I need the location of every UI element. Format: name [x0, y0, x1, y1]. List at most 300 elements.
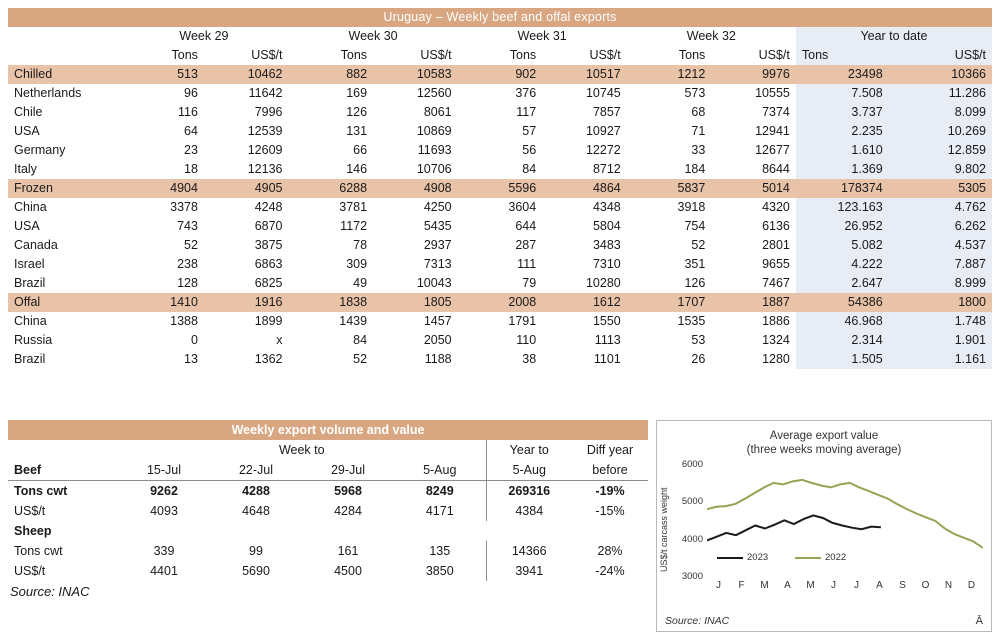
- row-cell: 4348: [592, 200, 621, 214]
- row-cell: 52: [691, 238, 706, 252]
- row-cell: 54386: [796, 293, 889, 312]
- row-cell: 7374: [762, 105, 790, 119]
- row-label: Italy: [14, 162, 37, 176]
- row-cell: 1.161: [889, 350, 992, 369]
- row-cell: 23498: [796, 65, 889, 84]
- ytd-header: Year to date: [796, 27, 992, 46]
- unit-tons-w31: Tons: [509, 48, 537, 62]
- row-cell: 4904: [119, 179, 204, 198]
- row-cell: 49: [353, 276, 368, 290]
- bl-row-label: Tons cwt: [14, 484, 68, 498]
- bl-week-to-label: Week to: [278, 443, 325, 457]
- bl-row-value: 5968: [334, 484, 362, 498]
- row-cell: 68: [691, 105, 706, 119]
- bottom-table-source: Source: INAC: [10, 584, 90, 599]
- row-label: Israel: [14, 257, 45, 271]
- row-cell: 2937: [423, 238, 452, 252]
- row-cell: 743: [177, 219, 198, 233]
- row-cell: 7310: [592, 257, 621, 271]
- bl-row-value: 135: [429, 544, 451, 558]
- bl-row-value: 4648: [242, 504, 270, 518]
- bl-row-ytd: 14366: [486, 541, 572, 561]
- bl-row-diff: -24%: [595, 564, 625, 578]
- row-cell: 8.999: [889, 274, 992, 293]
- row-cell: 3918: [677, 200, 706, 214]
- week-header-30: Week 30: [348, 29, 398, 43]
- row-cell: 902: [458, 65, 543, 84]
- row-cell: 5804: [592, 219, 621, 233]
- row-cell: 8.099: [889, 103, 992, 122]
- chart-area: [657, 457, 993, 597]
- row-cell: 1612: [542, 293, 627, 312]
- row-cell: 1.369: [796, 160, 889, 179]
- row-cell: 9976: [711, 65, 796, 84]
- row-cell: 6825: [254, 276, 283, 290]
- row-cell: 110: [516, 333, 537, 347]
- row-cell: 2.647: [796, 274, 889, 293]
- row-cell: 12609: [247, 143, 283, 157]
- chart-x-tick: A: [784, 580, 791, 591]
- row-cell: 128: [177, 276, 198, 290]
- bl-year-to-label: Year to: [486, 440, 572, 460]
- bl-row-value: 4500: [334, 564, 362, 578]
- bl-data-row: [8, 501, 648, 521]
- row-label: Frozen: [8, 179, 119, 198]
- chart-x-tick: J: [716, 580, 721, 591]
- row-label: Brazil: [14, 352, 46, 366]
- row-cell: 11693: [417, 143, 452, 157]
- row-cell: 754: [684, 219, 706, 233]
- unit-value-w30: US$/t: [420, 48, 452, 62]
- row-cell: 123.163: [796, 198, 889, 217]
- bl-row-label: US$/t: [14, 504, 46, 518]
- bl-row-label: US$/t: [14, 564, 46, 578]
- bl-corner: [8, 440, 118, 460]
- row-cell: 12136: [247, 162, 283, 176]
- row-label: China: [14, 314, 47, 328]
- chart-x-tick: O: [921, 580, 930, 591]
- legend-swatch-2022: [795, 557, 821, 559]
- row-cell: 7.508: [796, 84, 889, 103]
- chart-x-tick: M: [806, 580, 815, 591]
- row-cell: 131: [346, 124, 368, 138]
- row-cell: 5014: [711, 179, 796, 198]
- row-cell: 2801: [762, 238, 790, 252]
- bl-row-ytd: 4384: [486, 501, 572, 521]
- row-cell: 146: [346, 162, 368, 176]
- bl-row-diff: -15%: [595, 504, 625, 518]
- row-cell: 1.505: [796, 350, 889, 369]
- series-line-2023: [707, 515, 881, 540]
- bl-diff-label: Diff year: [586, 443, 634, 457]
- row-cell: 10043: [416, 276, 452, 290]
- unit-value-w31: US$/t: [589, 48, 621, 62]
- row-cell: 18: [184, 162, 198, 176]
- row-cell: 7467: [762, 276, 790, 290]
- row-cell: 84: [522, 162, 537, 176]
- row-label: Chile: [14, 105, 43, 119]
- chart-y-ticks: [673, 459, 705, 582]
- row-label: Canada: [14, 238, 58, 252]
- bl-date-3: 5-Aug: [394, 460, 486, 481]
- bl-subheader-row: [8, 440, 648, 460]
- row-cell: 376: [515, 86, 537, 100]
- row-cell: 126: [684, 276, 706, 290]
- row-cell: 12560: [416, 86, 452, 100]
- row-label: Russia: [14, 333, 53, 347]
- main-table-title: Uruguay – Weekly beef and offal exports: [8, 8, 992, 27]
- row-cell: 13: [184, 352, 198, 366]
- table-row: [8, 217, 992, 236]
- bl-year-to-date: 5-Aug: [486, 460, 572, 481]
- row-cell: 287: [515, 238, 537, 252]
- row-cell: 84: [353, 333, 368, 347]
- row-cell: 178374: [796, 179, 889, 198]
- row-label: China: [14, 200, 47, 214]
- corner-cell: [8, 27, 119, 46]
- row-cell: 26.952: [796, 217, 889, 236]
- bl-row-value: 99: [249, 544, 263, 558]
- row-label: Brazil: [14, 276, 46, 290]
- table-row: [8, 274, 992, 293]
- table-row: [8, 122, 992, 141]
- unit-tons-w29: Tons: [171, 48, 198, 62]
- row-cell: 11.286: [889, 84, 992, 103]
- bl-row-diff: -19%: [595, 484, 625, 498]
- table-row-group: [8, 65, 992, 84]
- row-cell: 1.901: [889, 331, 992, 350]
- row-label: USA: [14, 219, 40, 233]
- row-cell: 1707: [627, 293, 712, 312]
- row-cell: 5305: [889, 179, 992, 198]
- row-cell: 56: [522, 143, 537, 157]
- row-cell: 26: [691, 352, 706, 366]
- row-cell: 3604: [508, 200, 537, 214]
- row-cell: 2.314: [796, 331, 889, 350]
- row-cell: 4.762: [889, 198, 992, 217]
- chart-legend: [717, 553, 947, 567]
- row-cell: 5596: [458, 179, 543, 198]
- chart-x-ticks: [707, 579, 983, 593]
- row-cell: 1838: [289, 293, 374, 312]
- row-cell: 9655: [762, 257, 790, 271]
- row-cell: 7857: [592, 105, 621, 119]
- row-cell: 1791: [508, 314, 537, 328]
- row-cell: 7.887: [889, 255, 992, 274]
- row-cell: 8061: [423, 105, 452, 119]
- row-cell: 5.082: [796, 236, 889, 255]
- row-cell: 1899: [254, 314, 283, 328]
- row-cell: 6863: [254, 257, 283, 271]
- row-cell: 1886: [762, 314, 790, 328]
- row-cell: 1212: [627, 65, 712, 84]
- row-cell: 4908: [373, 179, 458, 198]
- row-cell: 4905: [204, 179, 289, 198]
- bl-row-label: Tons cwt: [14, 544, 63, 558]
- row-cell: 10583: [373, 65, 458, 84]
- row-cell: 5837: [627, 179, 712, 198]
- bl-row-value: 4288: [242, 484, 270, 498]
- row-cell: 1324: [762, 333, 790, 347]
- table-row: [8, 236, 992, 255]
- table-row: [8, 312, 992, 331]
- row-cell: 309: [346, 257, 368, 271]
- bl-row-diff: 28%: [597, 544, 623, 558]
- row-cell: 5435: [423, 219, 452, 233]
- row-cell: 238: [177, 257, 198, 271]
- chart-y-axis-label: US$/t carcass weight: [659, 487, 669, 573]
- row-cell: 57: [522, 124, 537, 138]
- row-cell: 0: [190, 333, 198, 347]
- row-cell: x: [276, 333, 283, 347]
- row-cell: 53: [691, 333, 706, 347]
- row-cell: 1113: [594, 333, 621, 347]
- bl-date-1: 22-Jul: [210, 460, 302, 481]
- row-cell: 4248: [254, 200, 283, 214]
- row-cell: 4864: [542, 179, 627, 198]
- chart-subtitle: (three weeks moving average): [746, 444, 902, 456]
- week-header-31: Week 31: [517, 29, 567, 43]
- chart-y-tick: 6000: [681, 459, 703, 470]
- legend-label-2022: 2022: [825, 552, 847, 563]
- row-cell: 33: [691, 143, 706, 157]
- bl-data-row: [8, 481, 648, 502]
- legend-label-2023: 2023: [747, 552, 769, 563]
- row-cell: 6136: [762, 219, 790, 233]
- bl-row-value: 3850: [425, 564, 454, 578]
- chart-x-tick: J: [831, 580, 836, 591]
- row-cell: 1800: [889, 293, 992, 312]
- bl-row-value: 4401: [150, 564, 178, 578]
- unit-value-ytd: US$/t: [889, 46, 992, 65]
- bl-data-row: [8, 561, 648, 581]
- bl-row-value: 4171: [425, 504, 454, 518]
- chart-x-tick: J: [854, 580, 859, 591]
- bl-date-0: 15-Jul: [118, 460, 210, 481]
- row-cell: 78: [353, 238, 368, 252]
- series-line-2022: [707, 480, 983, 548]
- bl-row-value: 9262: [150, 484, 178, 498]
- row-cell: 1916: [204, 293, 289, 312]
- bl-row-value: 161: [337, 544, 359, 558]
- bl-row-ytd: 3941: [486, 561, 572, 581]
- row-cell: 8644: [762, 162, 790, 176]
- row-cell: 12272: [585, 143, 621, 157]
- row-cell: 10517: [542, 65, 627, 84]
- row-cell: 2008: [458, 293, 543, 312]
- row-cell: 1388: [170, 314, 198, 328]
- bl-section-header-row: [8, 521, 648, 541]
- row-cell: 3378: [170, 200, 198, 214]
- export-value-chart-panel: [656, 420, 992, 632]
- row-cell: 111: [517, 257, 537, 271]
- row-cell: 64: [184, 124, 198, 138]
- row-cell: 4.537: [889, 236, 992, 255]
- bl-row-value: 4093: [150, 504, 178, 518]
- chart-y-tick: 3000: [681, 571, 703, 582]
- row-cell: 10745: [585, 86, 621, 100]
- bl-beef-label: Beef: [8, 460, 118, 481]
- row-cell: 1439: [339, 314, 368, 328]
- row-cell: 38: [522, 352, 537, 366]
- bl-row-value: 4284: [334, 504, 362, 518]
- row-cell: 573: [684, 86, 706, 100]
- table-row: [8, 84, 992, 103]
- row-cell: 12.859: [889, 141, 992, 160]
- row-cell: 10927: [585, 124, 621, 138]
- row-cell: 71: [691, 124, 706, 138]
- bl-row-value: 5690: [242, 564, 270, 578]
- row-cell: 3875: [254, 238, 283, 252]
- table-row: [8, 350, 992, 369]
- row-cell: 11642: [248, 86, 283, 100]
- row-cell: 1.748: [889, 312, 992, 331]
- row-cell: 12677: [755, 143, 790, 157]
- table-row-group: [8, 179, 992, 198]
- row-cell: 2.235: [796, 122, 889, 141]
- row-cell: 10462: [204, 65, 289, 84]
- row-cell: 1101: [593, 352, 621, 366]
- unit-value-w32: US$/t: [758, 48, 790, 62]
- bl-title: Weekly export volume and value: [8, 420, 648, 440]
- row-cell: 52: [184, 238, 198, 252]
- row-cell: 1280: [762, 352, 790, 366]
- row-cell: 3483: [592, 238, 621, 252]
- row-cell: 96: [184, 86, 198, 100]
- row-cell: 4250: [423, 200, 452, 214]
- bl-row-value: 339: [153, 544, 175, 558]
- table-row: [8, 103, 992, 122]
- row-cell: 10555: [755, 86, 790, 100]
- row-cell: 10706: [416, 162, 452, 176]
- row-cell: 6.262: [889, 217, 992, 236]
- row-cell: 7996: [254, 105, 283, 119]
- row-cell: 169: [346, 86, 368, 100]
- chart-x-tick: F: [738, 580, 745, 591]
- row-cell: 23: [184, 143, 198, 157]
- week-header-row: [8, 27, 992, 46]
- row-cell: 1550: [592, 314, 621, 328]
- row-cell: 2050: [423, 333, 452, 347]
- row-cell: 1805: [373, 293, 458, 312]
- chart-title: Average export value: [769, 430, 879, 442]
- row-cell: 1172: [340, 219, 368, 233]
- row-cell: 46.968: [796, 312, 889, 331]
- row-cell: 10869: [416, 124, 452, 138]
- unit-tons-w30: Tons: [340, 48, 368, 62]
- bl-title-row: [8, 420, 648, 440]
- row-cell: 9.802: [889, 160, 992, 179]
- week-header-32: Week 32: [686, 29, 736, 43]
- row-cell: 117: [516, 105, 537, 119]
- table-row: [8, 141, 992, 160]
- table-row: [8, 198, 992, 217]
- row-label: Offal: [8, 293, 119, 312]
- week-header-29: Week 29: [179, 29, 229, 43]
- row-cell: 1410: [119, 293, 204, 312]
- row-label: Netherlands: [14, 86, 82, 100]
- table-row: [8, 160, 992, 179]
- row-cell: 6288: [289, 179, 374, 198]
- row-cell: 4.222: [796, 255, 889, 274]
- bl-section-name: Sheep: [14, 524, 52, 538]
- row-cell: 79: [522, 276, 537, 290]
- unit-corner-cell: [8, 46, 119, 65]
- row-cell: 1188: [424, 352, 452, 366]
- row-cell: 10280: [585, 276, 621, 290]
- row-cell: 184: [684, 162, 706, 176]
- row-cell: 882: [289, 65, 374, 84]
- row-cell: 513: [119, 65, 204, 84]
- row-cell: 10.269: [889, 122, 992, 141]
- row-cell: 1535: [677, 314, 706, 328]
- row-cell: 644: [515, 219, 537, 233]
- row-cell: 8712: [592, 162, 621, 176]
- row-cell: 52: [353, 352, 368, 366]
- table-row: [8, 255, 992, 274]
- row-label: USA: [14, 124, 40, 138]
- unit-header-row: [8, 46, 992, 65]
- row-label: Chilled: [8, 65, 119, 84]
- bl-dates-row: [8, 460, 648, 481]
- chart-x-tick: A: [876, 580, 883, 591]
- row-cell: 3781: [339, 200, 368, 214]
- weekly-exports-table: [8, 8, 992, 369]
- row-cell: 1.610: [796, 141, 889, 160]
- chart-y-tick: 5000: [681, 496, 703, 508]
- weekly-exports-table-wrapper: [8, 8, 992, 369]
- bl-data-row: [8, 541, 648, 561]
- row-cell: 1887: [711, 293, 796, 312]
- bl-date-2: 29-Jul: [302, 460, 394, 481]
- table-row: [8, 331, 992, 350]
- row-cell: 1457: [423, 314, 452, 328]
- row-cell: 66: [353, 143, 368, 157]
- row-cell: 1362: [254, 352, 283, 366]
- legend-swatch-2023: [717, 557, 743, 559]
- row-cell: 4320: [762, 200, 790, 214]
- chart-x-tick: S: [899, 580, 906, 591]
- bl-row-ytd: 269316: [486, 481, 572, 502]
- row-cell: 12539: [247, 124, 283, 138]
- bl-row-value: 8249: [425, 484, 454, 498]
- row-cell: 6870: [254, 219, 283, 233]
- chart-x-tick: M: [760, 580, 769, 591]
- chart-x-tick: D: [967, 580, 976, 591]
- row-cell: 116: [178, 105, 198, 119]
- bl-diff-before: before: [572, 460, 648, 481]
- weekly-volume-value-table: [8, 420, 648, 581]
- unit-tons-w32: Tons: [678, 48, 706, 62]
- chart-y-tick: 4000: [681, 533, 703, 545]
- unit-tons-ytd: Tons: [796, 46, 889, 65]
- row-cell: 3.737: [796, 103, 889, 122]
- row-cell: 7313: [423, 257, 452, 271]
- row-cell: 12941: [755, 124, 790, 138]
- chart-x-tick: N: [944, 580, 953, 591]
- row-cell: 10366: [889, 65, 992, 84]
- main-table-title-row: [8, 8, 992, 27]
- row-cell: 126: [346, 105, 368, 119]
- chart-source: Source: INAC: [665, 615, 730, 627]
- table-row-group: [8, 293, 992, 312]
- row-label: Germany: [14, 143, 66, 157]
- weekly-volume-value-wrapper: [8, 420, 648, 599]
- row-cell: 351: [684, 257, 706, 271]
- unit-value-w29: US$/t: [251, 48, 283, 62]
- chart-title-block: [657, 421, 991, 457]
- chart-corner-mark: Ā: [975, 615, 983, 627]
